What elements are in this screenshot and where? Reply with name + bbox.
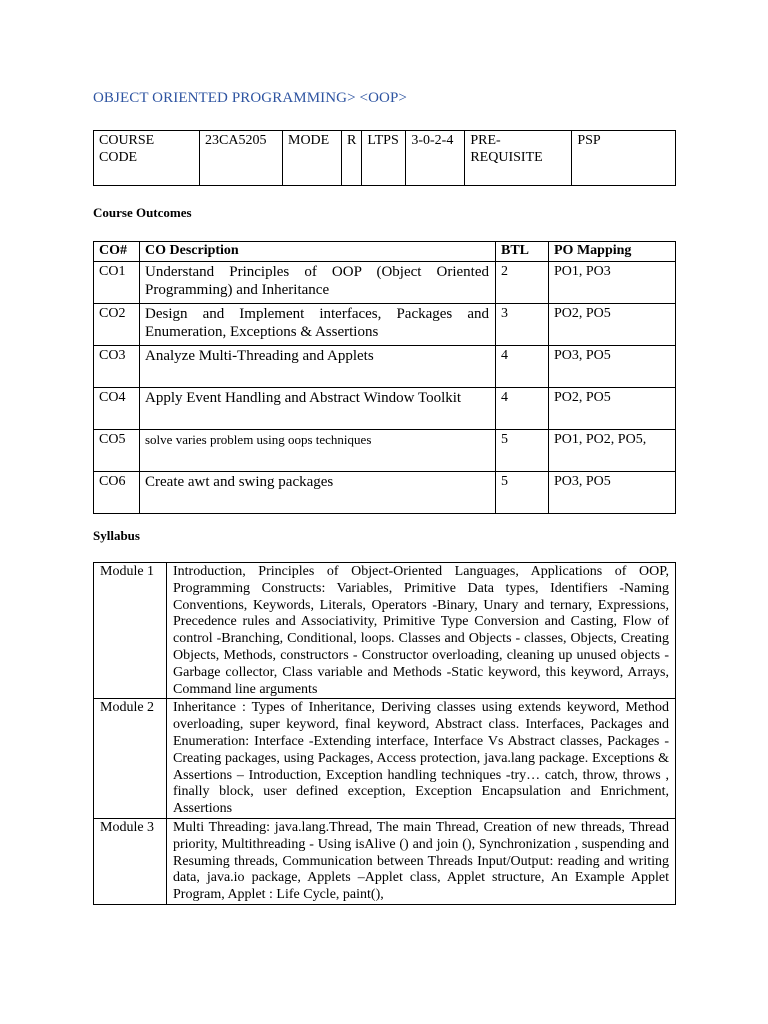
header-co: CO# bbox=[94, 242, 140, 262]
co-id: CO4 bbox=[94, 388, 140, 430]
table-row bbox=[94, 388, 676, 430]
table-row bbox=[94, 262, 676, 304]
co-description: Create awt and swing packages bbox=[140, 472, 496, 514]
co-description: Understand Principles of OOP (Object Oriented Programming) and Inheritance bbox=[140, 262, 496, 304]
co-id: CO5 bbox=[94, 430, 140, 472]
course-code-value: 23CA5205 bbox=[200, 131, 283, 186]
table-row bbox=[94, 699, 676, 819]
co-po-mapping: PO2, PO5 bbox=[549, 388, 676, 430]
module-content: Inheritance : Types of Inheritance, Deriving classes using extends keyword, Method overloading, super keyword, final keyword, Abstract class. Interfaces, Packages and Enumeration: Interface -Extending interface, Interface Vs Abstract classes, Packages -Creating packages, using Packages, Access protection, java.lang package. Exceptions & Assertions – Introduction, Exception handling techniques -try… catch, throw, throws , finally block, user defined exception, Exception Encapsulation and Enrichment, Assertions bbox=[167, 699, 676, 819]
syllabus-heading: Syllabus bbox=[93, 528, 140, 543]
co-description: solve varies problem using oops techniques bbox=[140, 430, 496, 472]
mode-value: R bbox=[342, 131, 362, 186]
course-code-label: COURSE CODE bbox=[94, 131, 200, 186]
co-id: CO3 bbox=[94, 346, 140, 388]
co-id: CO1 bbox=[94, 262, 140, 304]
course-info-table bbox=[93, 130, 676, 186]
course-outcomes-table bbox=[93, 241, 676, 514]
module-content: Introduction, Principles of Object-Oriented Languages, Applications of OOP, Programming Constructs: Variables, Primitive Data types, Identifiers -Naming Conventions, Keywords, Literals, Operators -Binary, Unary and ternary, Expressions, Precedence rules and Associativity, Primitive Type Conversion and Casting, Flow of control -Branching, Conditional, loops. Classes and Objects - classes, Objects, Creating Objects, Methods, constructors - Constructor overloading, cleaning up unused objects -Garbage collector, Class variable and Methods -Static keyword, this keyword, Arrays, Command line arguments bbox=[167, 563, 676, 699]
co-description: Apply Event Handling and Abstract Window Toolkit bbox=[140, 388, 496, 430]
document-title: OBJECT ORIENTED PROGRAMMING> <OOP> bbox=[93, 90, 407, 106]
ltps-value: 3-0-2-4 bbox=[406, 131, 465, 186]
table-row bbox=[94, 430, 676, 472]
co-btl: 2 bbox=[496, 262, 549, 304]
table-row bbox=[94, 304, 676, 346]
co-btl: 4 bbox=[496, 346, 549, 388]
table-header-row bbox=[94, 242, 676, 262]
co-po-mapping: PO3, PO5 bbox=[549, 472, 676, 514]
prereq-value: PSP bbox=[572, 131, 676, 186]
co-btl: 5 bbox=[496, 472, 549, 514]
table-row bbox=[94, 563, 676, 699]
syllabus-table bbox=[93, 562, 676, 905]
table-row bbox=[94, 472, 676, 514]
header-po-mapping: PO Mapping bbox=[549, 242, 676, 262]
module-content: Multi Threading: java.lang.Thread, The main Thread, Creation of new threads, Thread priority, Multithreading - Using isAlive () and join (), Synchronization , suspending and Resuming threads, Communication between Threads Input/Output: reading and writing data, java.io package, Applets –Applet class, Applet structure, An Example Applet Program, Applet : Life Cycle, paint(), bbox=[167, 818, 676, 904]
course-outcomes-heading: Course Outcomes bbox=[93, 205, 192, 220]
module-label: Module 1 bbox=[94, 563, 167, 699]
co-po-mapping: PO1, PO2, PO5, bbox=[549, 430, 676, 472]
co-id: CO6 bbox=[94, 472, 140, 514]
ltps-label: LTPS bbox=[362, 131, 406, 186]
header-btl: BTL bbox=[496, 242, 549, 262]
co-id: CO2 bbox=[94, 304, 140, 346]
co-description: Analyze Multi-Threading and Applets bbox=[140, 346, 496, 388]
prereq-label: PRE-REQUISITE bbox=[465, 131, 572, 186]
module-label: Module 2 bbox=[94, 699, 167, 819]
mode-label: MODE bbox=[283, 131, 342, 186]
module-label: Module 3 bbox=[94, 818, 167, 904]
co-description: Design and Implement interfaces, Packages and Enumeration, Exceptions & Assertions bbox=[140, 304, 496, 346]
co-btl: 4 bbox=[496, 388, 549, 430]
syllabus-container bbox=[93, 562, 677, 925]
header-description: CO Description bbox=[140, 242, 496, 262]
table-row bbox=[94, 346, 676, 388]
co-po-mapping: PO2, PO5 bbox=[549, 304, 676, 346]
co-po-mapping: PO3, PO5 bbox=[549, 346, 676, 388]
co-po-mapping: PO1, PO3 bbox=[549, 262, 676, 304]
co-btl: 3 bbox=[496, 304, 549, 346]
co-btl: 5 bbox=[496, 430, 549, 472]
table-row bbox=[94, 818, 676, 904]
